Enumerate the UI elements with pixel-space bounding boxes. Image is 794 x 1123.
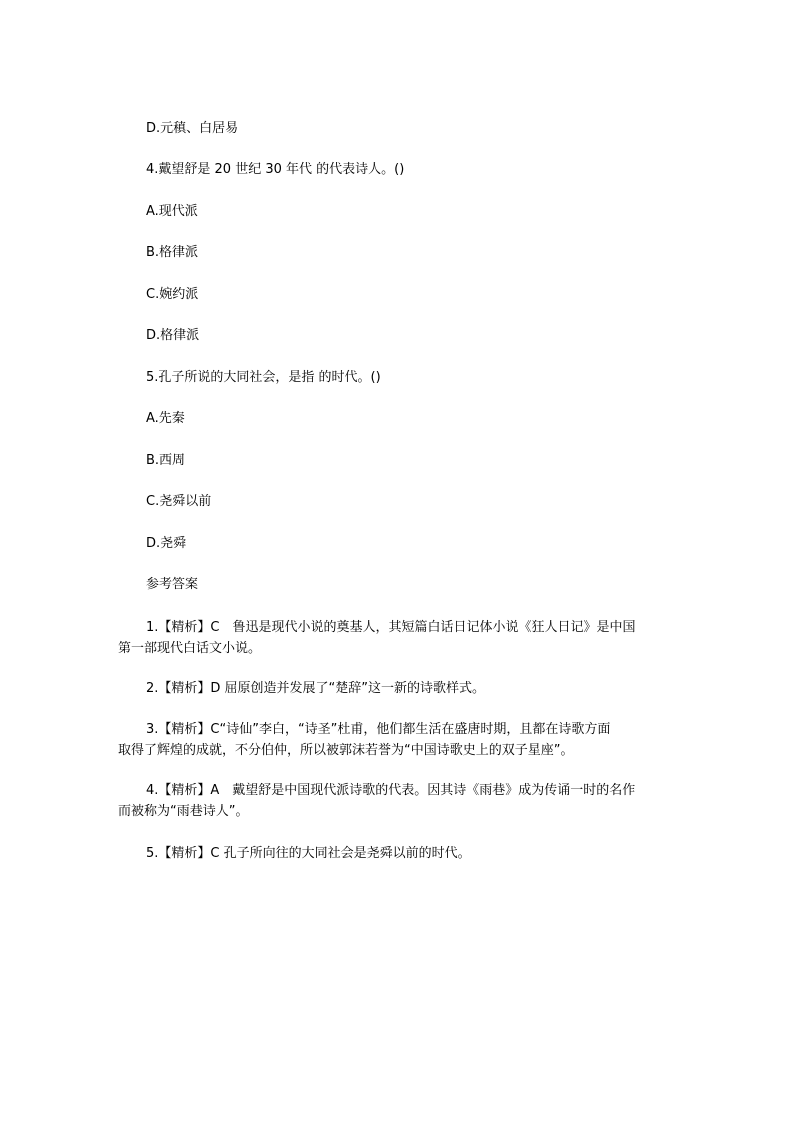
- answer-1-line-1: 1.【精析】C 鲁迅是现代小说的奠基人，其短篇白话日记体小说《狂人日记》是中国: [146, 620, 636, 635]
- q5-option-d: D.尧舜: [146, 536, 187, 551]
- answers-heading: 参考答案: [146, 577, 199, 592]
- answer-5: [118, 843, 678, 864]
- q3-option-d: D.元稹、白居易: [146, 121, 239, 136]
- answer-4-line-2: 而被称为“雨巷诗人”。: [118, 804, 249, 819]
- answer-3-line-2: 取得了辉煌的成就，不分伯仲，所以被郭沫若誉为“中国诗歌史上的双子星座”。: [118, 743, 574, 758]
- q4-option-c: C.婉约派: [146, 287, 199, 302]
- q5-option-a: A.先秦: [146, 411, 185, 426]
- answer-1-line-2: 第一部现代白话文小说。: [118, 641, 262, 656]
- answer-4-line-1: 4.【精析】A 戴望舒是中国现代派诗歌的代表。因其诗《雨巷》成为传诵一时的名作: [146, 783, 636, 798]
- q4-option-b: B.格律派: [146, 245, 199, 260]
- q4-option-a: A.现代派: [146, 204, 198, 219]
- answer-2-line-1: 2.【精析】D 屈原创造并发展了“楚辞”这一新的诗歌样式。: [146, 681, 486, 696]
- q5-option-b: B.西周: [146, 453, 186, 468]
- answer-3: [118, 719, 678, 761]
- q5-option-c: C.尧舜以前: [146, 494, 212, 509]
- answer-3-line-1: 3.【精析】C“诗仙”李白，“诗圣”杜甫，他们都生活在盛唐时期，且都在诗歌方面: [146, 722, 611, 737]
- q4-question: 4.戴望舒是 20 世纪 30 年代 的代表诗人。(): [146, 162, 405, 177]
- answer-5-line-1: 5.【精析】C 孔子所向往的大同社会是尧舜以前的时代。: [146, 846, 471, 861]
- q5-question: 5.孔子所说的大同社会，是指 的时代。(): [146, 370, 381, 385]
- answer-4: [118, 780, 678, 822]
- answer-2: [118, 678, 678, 699]
- q4-option-d: D.格律派: [146, 328, 200, 343]
- answer-1: [118, 617, 678, 659]
